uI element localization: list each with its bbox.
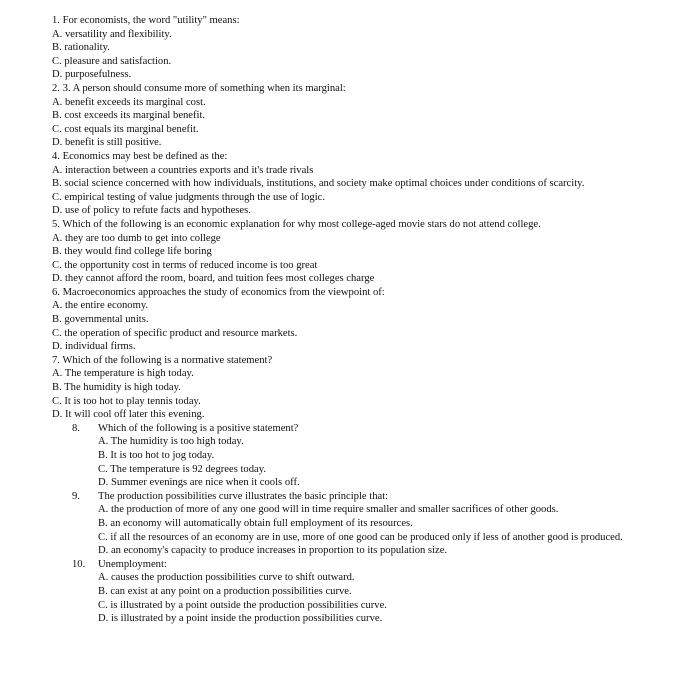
question-2 [52, 82, 642, 150]
option-a: A. causes the production possibilities curve to shift outward. [98, 572, 355, 584]
option-d: D. benefit is still positive. [52, 137, 162, 149]
question-stem: Which of the following is a positive statement? [98, 422, 299, 434]
question-8 [52, 422, 642, 490]
option-b: B. an economy will automatically obtain full employment of its resources. [98, 517, 413, 529]
question-stem: 2. 3. A person should consume more of something when its marginal: [52, 82, 346, 94]
question-stem: Unemployment: [98, 558, 167, 570]
option-c: C. the operation of specific product and resource markets. [52, 327, 298, 339]
option-a: A. The humidity is too high today. [98, 436, 244, 448]
option-b: B. The humidity is high today. [52, 382, 181, 394]
option-d: D. is illustrated by a point inside the production possibilities curve. [98, 613, 383, 625]
question-stem-row [52, 490, 642, 504]
option-b: B. rationality. [52, 42, 110, 54]
question-number: 10. [72, 558, 86, 570]
option-c: C. if all the resources of an economy are in use, more of one good can be produced only if less of another good is produced. [98, 531, 623, 543]
question-stem: 7. Which of the following is a normative statement? [52, 354, 273, 366]
question-stem-row [52, 422, 642, 436]
option-b: B. they would find college life boring [52, 246, 212, 258]
option-a: A. they are too dumb to get into college [52, 232, 221, 244]
option-d: D. an economy's capacity to produce increases in proportion to its population size. [98, 545, 448, 557]
question-4 [52, 150, 642, 218]
option-a: A. The temperature is high today. [52, 368, 194, 380]
option-d: D. It will cool off later this evening. [52, 409, 205, 421]
option-d: D. use of policy to refute facts and hypotheses. [52, 205, 251, 217]
option-a: A. the production of more of any one good will in time require smaller and smaller sacrifices of other goods. [98, 504, 559, 516]
option-b: B. cost exceeds its marginal benefit. [52, 110, 206, 122]
option-b: B. governmental units. [52, 314, 149, 326]
option-d: D. individual firms. [52, 341, 136, 353]
question-stem: The production possibilities curve illustrates the basic principle that: [98, 490, 389, 502]
option-a: A. interaction between a countries exports and it's trade rivals [52, 164, 314, 176]
option-a: A. versatility and flexibility. [52, 28, 172, 40]
option-c: C. the opportunity cost in terms of reduced income is too great [52, 259, 318, 271]
option-c: C. is illustrated by a point outside the production possibilities curve. [98, 599, 387, 611]
question-stem: 5. Which of the following is an economic explanation for why most college-aged movie stars do not attend college. [52, 218, 541, 230]
option-c: C. empirical testing of value judgments through the use of logic. [52, 191, 326, 203]
question-1 [52, 14, 642, 82]
question-stem: 4. Economics may best be defined as the: [52, 150, 228, 162]
option-b: B. It is too hot to jog today. [98, 450, 215, 461]
option-b: B. social science concerned with how individuals, institutions, and society make optimal choices under conditions of scarcity. [52, 178, 585, 190]
question-stem: 1. For economists, the word "utility" means: [52, 15, 240, 26]
option-d: D. Summer evenings are nice when it cools off. [98, 477, 300, 489]
option-d: D. purposefulness. [52, 69, 132, 81]
question-number: 9. [72, 490, 80, 502]
question-5 [52, 218, 642, 286]
question-stem: 6. Macroeconomics approaches the study of economics from the viewpoint of: [52, 286, 385, 298]
option-c: C. pleasure and satisfaction. [52, 55, 172, 67]
document-page [52, 14, 642, 626]
option-c: C. cost equals its marginal benefit. [52, 123, 199, 135]
option-c: C. It is too hot to play tennis today. [52, 395, 201, 407]
option-b: B. can exist at any point on a production possibilities curve. [98, 585, 352, 597]
option-a: A. the entire economy. [52, 300, 149, 312]
question-stem-row [52, 558, 642, 572]
option-d: D. they cannot afford the room, board, and tuition fees most colleges charge [52, 273, 375, 285]
question-6 [52, 286, 642, 354]
question-10 [52, 558, 642, 626]
question-9 [52, 490, 642, 558]
option-c: C. The temperature is 92 degrees today. [98, 463, 266, 475]
option-a: A. benefit exceeds its marginal cost. [52, 96, 206, 108]
question-number: 8. [72, 422, 80, 434]
question-7 [52, 354, 642, 422]
